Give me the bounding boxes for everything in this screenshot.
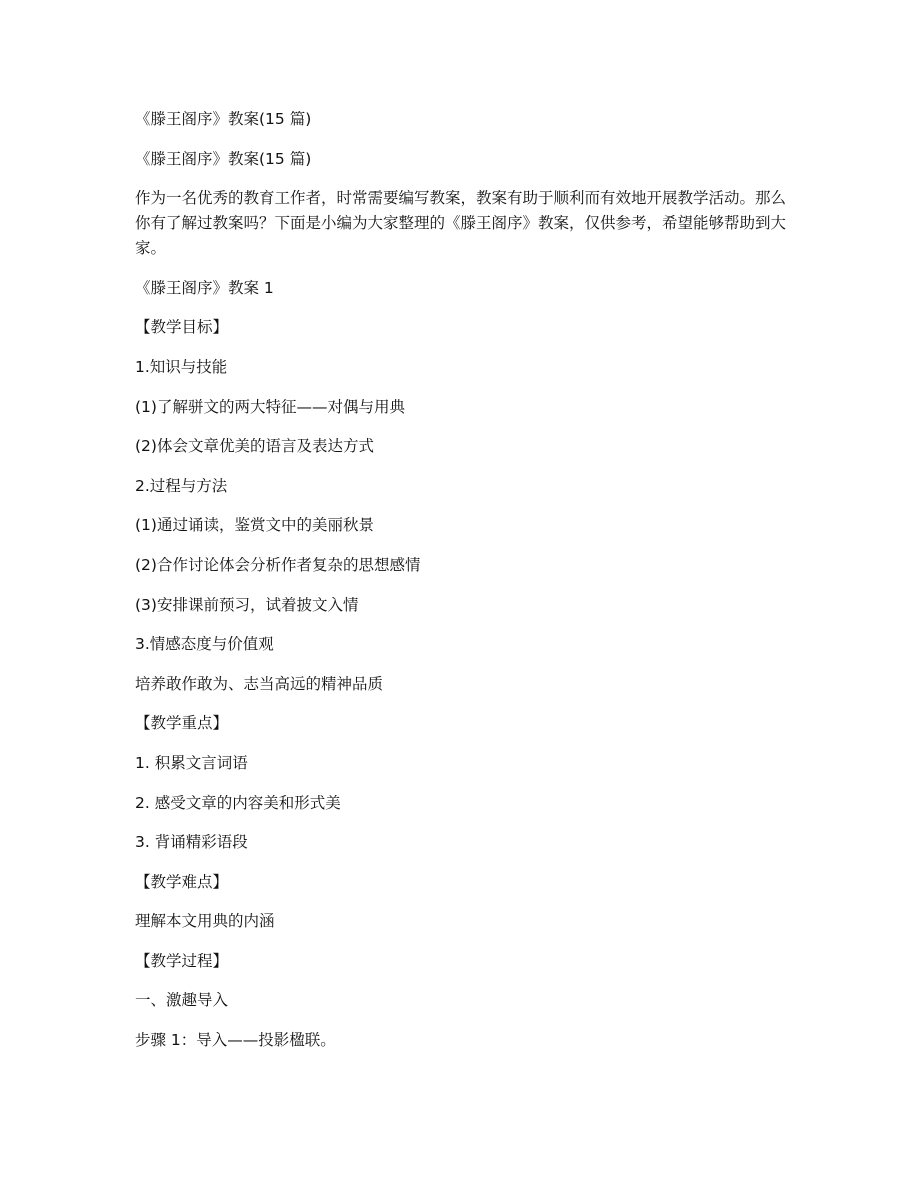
content-line: (2)体会文章优美的语言及表达方式 <box>135 437 374 456</box>
content-line: 《滕王阁序》教案 1 <box>135 278 274 297</box>
content-line: (1)了解骈文的两大特征——对偶与用典 <box>135 397 405 416</box>
document-title: 《滕王阁序》教案(15 篇) <box>135 110 312 128</box>
content-line: 3.情感态度与价值观 <box>135 635 274 654</box>
content-line: 3. 背诵精彩语段 <box>135 833 248 852</box>
content-line: (2)合作讨论体会分析作者复杂的思想感情 <box>135 555 421 574</box>
content-line: 1.知识与技能 <box>135 357 228 376</box>
content-line: 培养敢作敢为、志当高远的精神品质 <box>135 674 384 693</box>
content-line: 一、激趣导入 <box>135 991 229 1010</box>
content-line: 2. 感受文章的内容美和形式美 <box>135 793 341 812</box>
content-line: (1)通过诵读，鉴赏文中的美丽秋景 <box>135 516 374 535</box>
document-subtitle: 《滕王阁序》教案(15 篇) <box>135 149 312 168</box>
content-line: 【教学重点】 <box>135 714 229 733</box>
content-lines <box>135 276 795 1053</box>
content-line: 【教学难点】 <box>135 872 229 891</box>
document-body <box>135 107 795 1068</box>
content-line: 理解本文用典的内涵 <box>135 912 275 931</box>
content-line: 【教学过程】 <box>135 951 229 970</box>
content-line: 步骤 1：导入——投影楹联。 <box>135 1031 336 1050</box>
intro-paragraph: 作为一名优秀的教育工作者，时常需要编写教案，教案有助于顺利而有效地开展教学活动。那么你有了解过教案吗？下面是小编为大家整理的《滕王阁序》教案，仅供参考，希望能够帮助到大家。 <box>135 189 787 258</box>
content-line: 2.过程与方法 <box>135 476 228 495</box>
content-line: 【教学目标】 <box>135 318 229 337</box>
content-line: 1. 积累文言词语 <box>135 753 248 772</box>
content-line: (3)安排课前预习，试着披文入情 <box>135 595 359 614</box>
